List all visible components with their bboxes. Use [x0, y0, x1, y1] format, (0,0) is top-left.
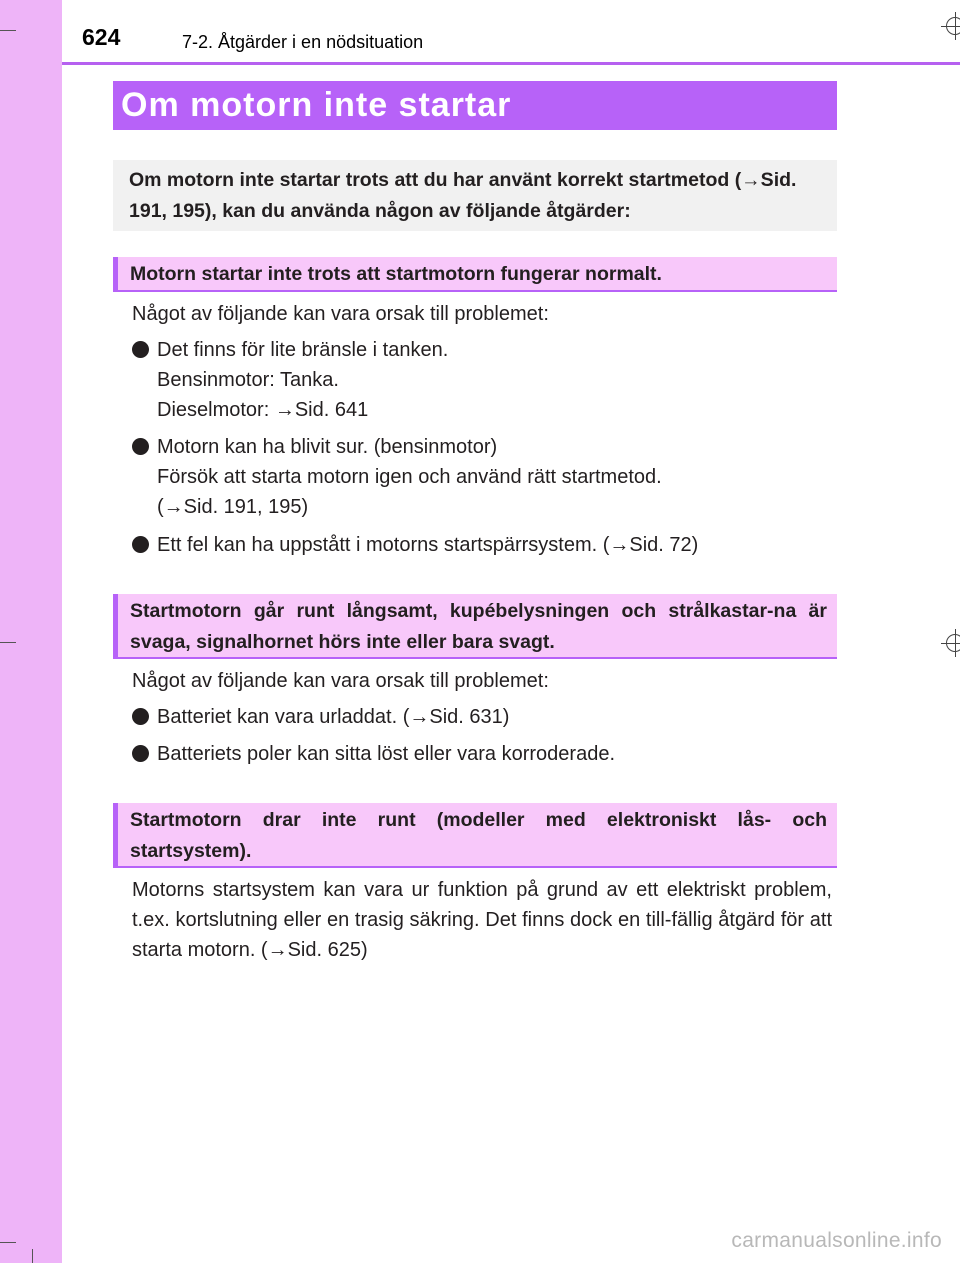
- list-item: [132, 702, 832, 732]
- bullet-icon: [132, 341, 149, 358]
- intro-box: Om motorn inte startar trots att du har använt korrekt startmetod (→Sid. 191, 195), kan du använda någon av följande åtgärder:: [113, 160, 837, 231]
- list-item-text: Ett fel kan ha uppstått i motorns startspärrsystem. (→Sid. 72): [157, 534, 699, 556]
- subheading-slow-starter: Startmotorn går runt långsamt, kupébelysningen och strålkastar-na är svaga, signalhornet hörs inte eller bara svagt.: [113, 594, 837, 659]
- list-item-text: Batteriet kan vara urladdat. (→Sid. 631): [157, 706, 510, 728]
- page-number: 624: [82, 24, 121, 50]
- list-item-text: Bensinmotor: Tanka.: [157, 369, 339, 391]
- watermark: carmanualsonline.info: [731, 1229, 942, 1252]
- page-title: Om motorn inte startar: [121, 86, 512, 124]
- side-color-band: [0, 0, 62, 1263]
- list-item-text: Dieselmotor: →Sid. 641: [157, 399, 369, 421]
- subheading-engine-no-start: Motorn startar inte trots att startmotorn fungerar normalt.: [113, 257, 837, 292]
- crop-mark: [0, 1242, 16, 1243]
- list-item: [132, 335, 832, 425]
- crop-mark: [0, 30, 16, 31]
- bullet-icon: [132, 438, 149, 455]
- list-item-text: Motorn kan ha blivit sur. (bensinmotor): [157, 436, 498, 458]
- list-item-text: (→Sid. 191, 195): [157, 496, 309, 518]
- bullet-icon: [132, 536, 149, 553]
- crop-mark: [0, 642, 16, 643]
- title-bar: [113, 81, 837, 130]
- header-divider: [62, 62, 960, 65]
- list-item-text: Batteriets poler kan sitta löst eller vara korroderade.: [157, 743, 615, 765]
- section-lead-text: Något av följande kan vara orsak till problemet:: [132, 670, 549, 692]
- bullet-icon: [132, 708, 149, 725]
- list-item-text: Försök att starta motorn igen och använd rätt startmetod.: [157, 466, 662, 488]
- section-lead-text: Något av följande kan vara orsak till problemet:: [132, 303, 549, 325]
- section-label: 7-2. Åtgärder i en nödsituation: [182, 32, 424, 52]
- registration-mark-icon: [946, 17, 960, 35]
- registration-mark-icon: [946, 634, 960, 652]
- list-item-text: Det finns för lite bränsle i tanken.: [157, 339, 449, 361]
- list-item: [132, 739, 832, 769]
- bullet-icon: [132, 745, 149, 762]
- list-item: [132, 432, 832, 522]
- crop-mark: [32, 1249, 33, 1263]
- section-body-text: Motorns startsystem kan vara ur funktion på grund av ett elektriskt problem, t.ex. kortslutning eller en trasig säkring. Det finns dock en till-fällig åtgärd för att starta motorn. (→Sid. 625): [132, 879, 832, 961]
- list-item: [132, 530, 832, 560]
- subheading-starter-not-turning: Startmotorn drar inte runt (modeller med elektroniskt lås- och startsystem).: [113, 803, 837, 868]
